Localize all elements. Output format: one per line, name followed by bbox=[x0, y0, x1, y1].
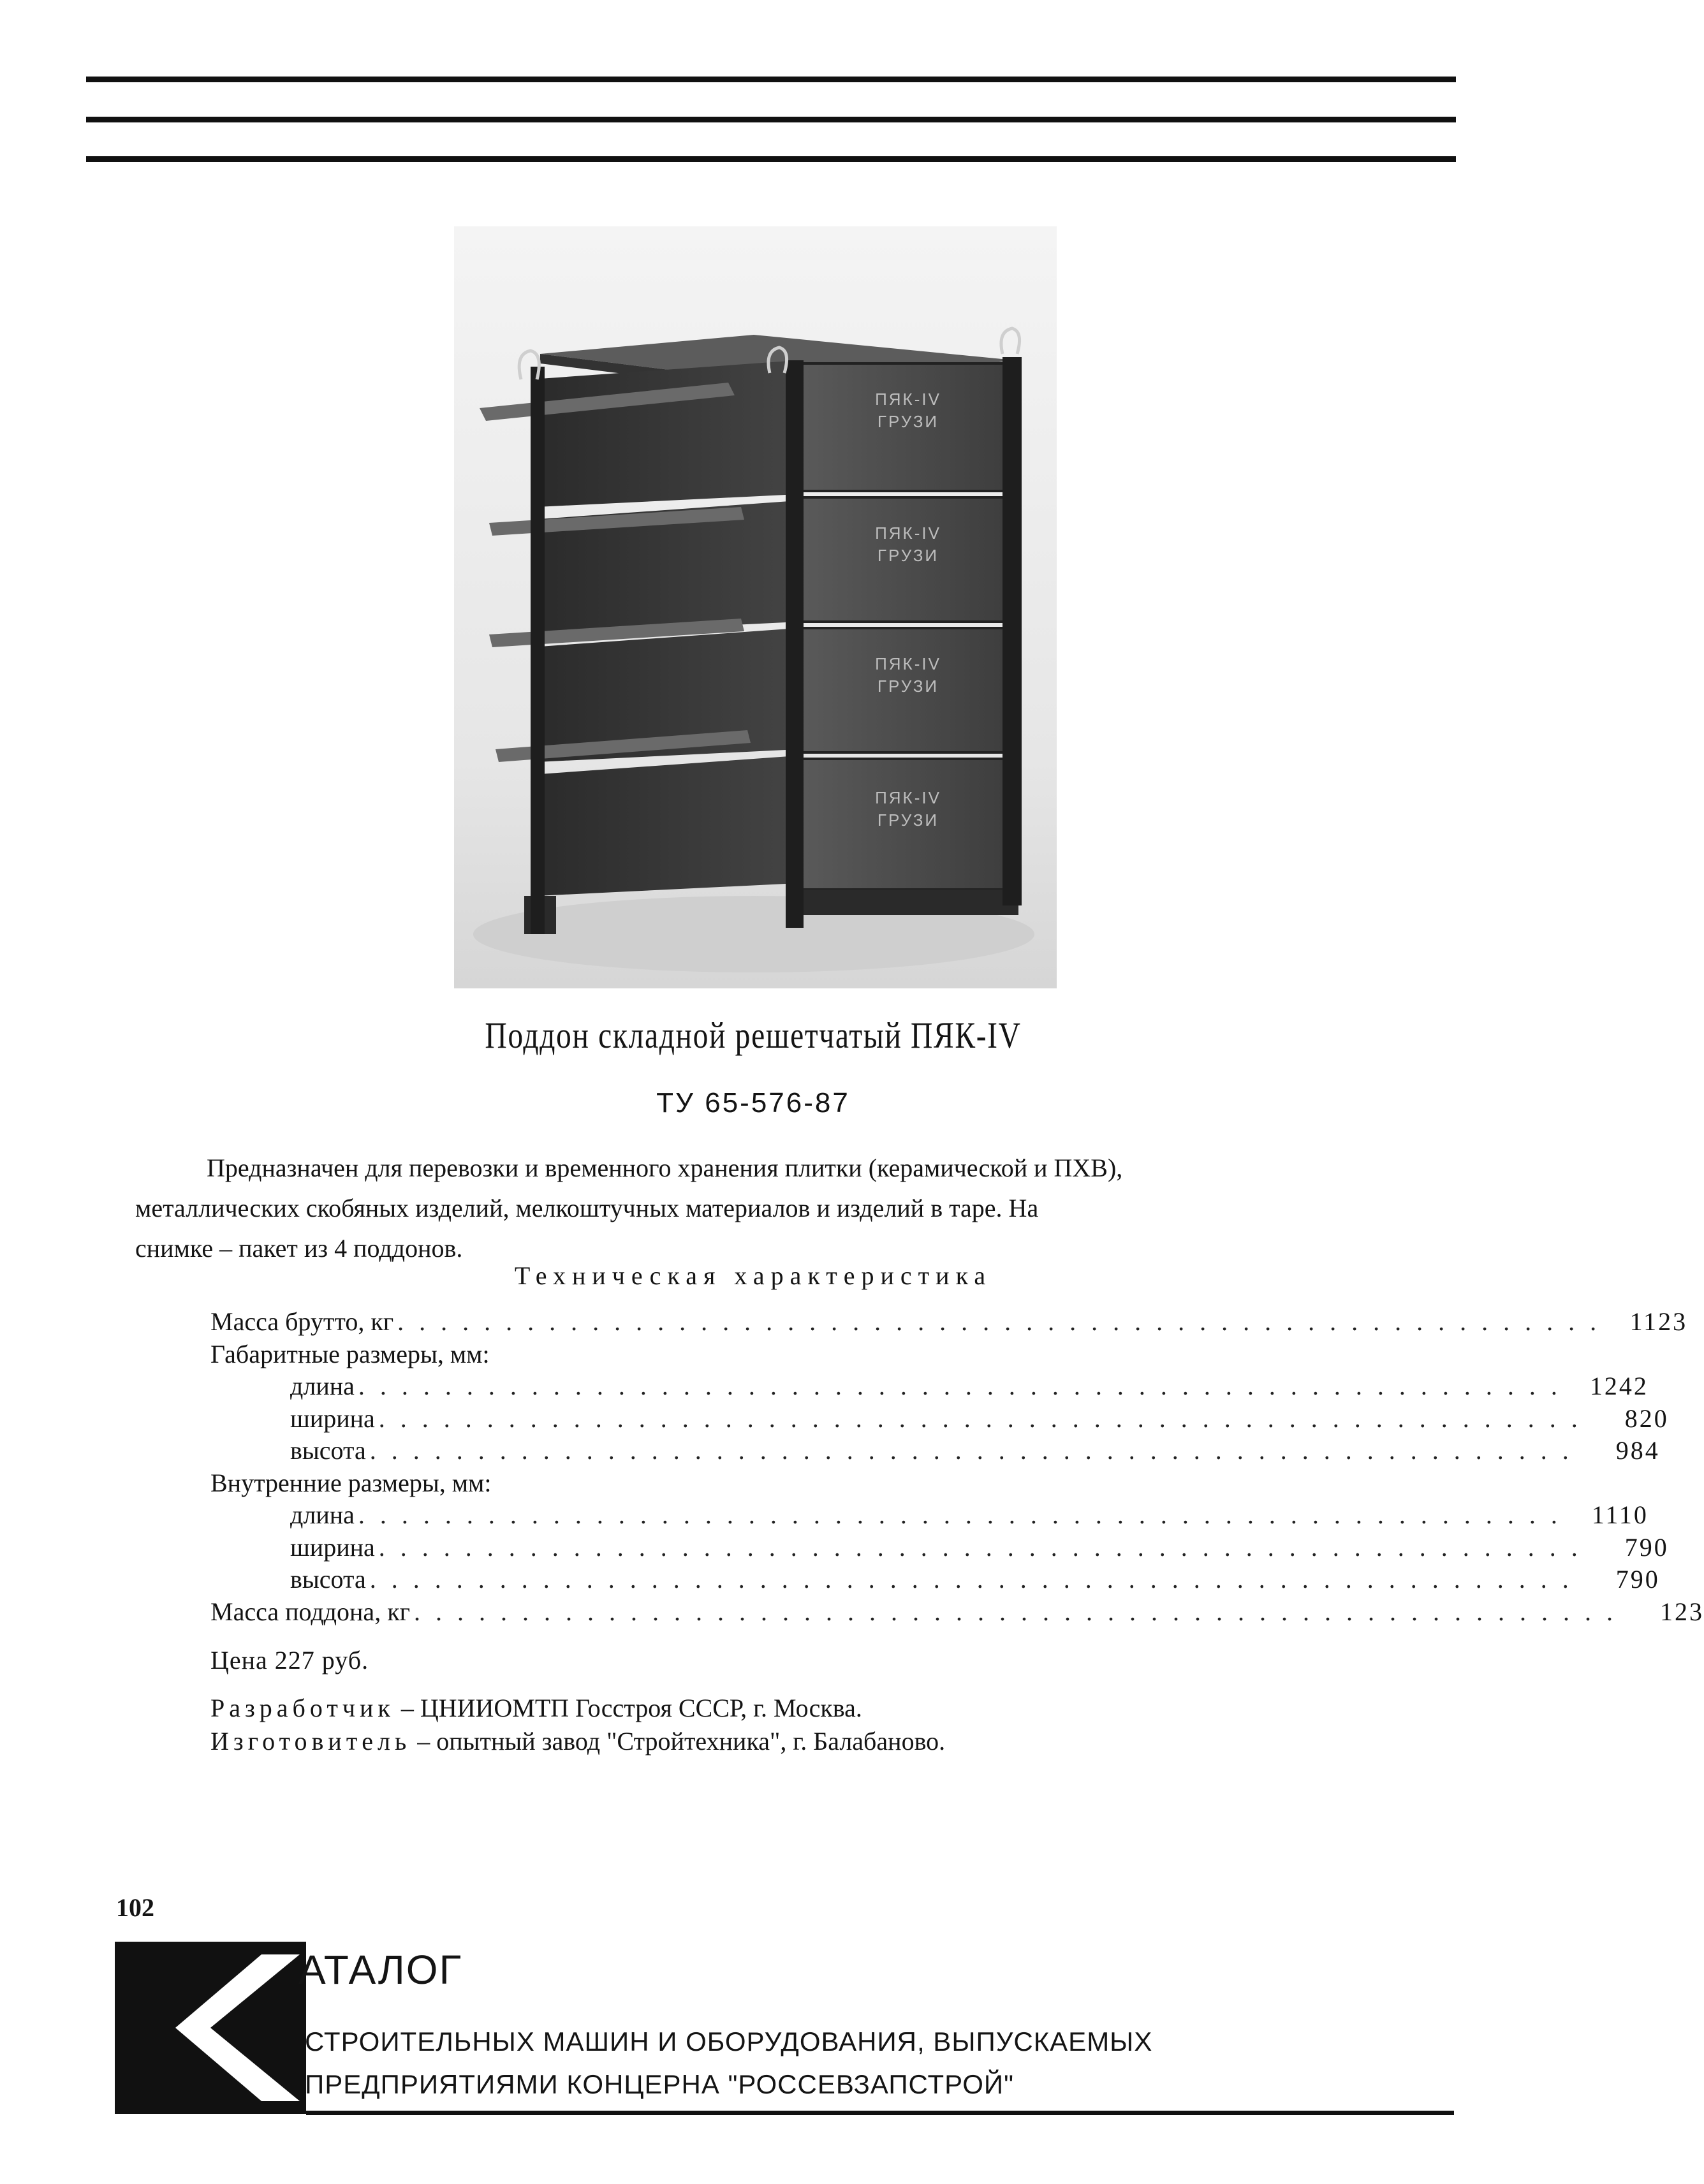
developer-role: Разработчик bbox=[210, 1694, 395, 1722]
spec-label: Масса поддона, кг bbox=[210, 1597, 411, 1626]
developer-credit bbox=[210, 1693, 862, 1723]
manufacturer-role: Изготовитель bbox=[210, 1727, 411, 1755]
spec-group-label: Габаритные размеры, мм: bbox=[210, 1339, 490, 1368]
catalog-subtitle-line-1: СТРОИТЕЛЬНЫХ МАШИН И ОБОРУДОВАНИЯ, ВЫПУСКАЕМЫХ bbox=[305, 2026, 1153, 2056]
spec-row-pallet-mass bbox=[210, 1596, 1704, 1629]
manufacturer-credit bbox=[210, 1726, 945, 1756]
spec-label: ширина bbox=[290, 1403, 375, 1433]
catalog-k-logo bbox=[115, 1942, 306, 2114]
spec-value: 1123 bbox=[1629, 1307, 1688, 1336]
spec-value: 1110 bbox=[1591, 1500, 1649, 1529]
photo-marking-3b: ГРУЗИ bbox=[877, 677, 939, 696]
spec-value: 820 bbox=[1624, 1403, 1669, 1433]
photo-marking-3a: ПЯК-IV bbox=[875, 654, 941, 673]
page-number: 102 bbox=[116, 1893, 154, 1922]
catalog-subtitle-line-2: ПРЕДПРИЯТИЯМИ КОНЦЕРНА "РОССЕВЗАПСТРОЙ" bbox=[305, 2069, 1015, 2099]
spec-row-overall-height bbox=[210, 1435, 1660, 1467]
manufacturer-text: – опытный завод "Стройтехника", г. Балабаново. bbox=[411, 1727, 946, 1755]
header-rule-top bbox=[86, 77, 1456, 82]
spec-group-label: Внутренние размеры, мм: bbox=[210, 1468, 492, 1497]
leader-dots: . . . . . . . . . . . . . . . . . . . . . . . . . . . . . . . . . . . . . . . . . . . . . . . . . . . . . . . . bbox=[378, 1532, 1582, 1562]
developer-text: – ЦНИИОМТП Госстроя СССР, г. Москва. bbox=[394, 1694, 862, 1722]
spec-row-overall-length bbox=[210, 1370, 1649, 1403]
leader-dots: . . . . . . . . . . . . . . . . . . . . . . . . . . . . . . . . . . . . . . . . . . . . . . . . . . . . . . . . bbox=[369, 1565, 1573, 1594]
spec-label: ширина bbox=[290, 1532, 375, 1562]
product-title: Поддон складной решетчатый ПЯК-IV bbox=[485, 1015, 1022, 1056]
pallet-stack-photo bbox=[454, 226, 1057, 988]
photo-marking-1b: ГРУЗИ bbox=[877, 412, 939, 431]
description-line-3: снимке – пакет из 4 поддонов. bbox=[135, 1234, 463, 1263]
photo-marking-2a: ПЯК-IV bbox=[875, 524, 941, 543]
leader-dots: . . . . . . . . . . . . . . . . . . . . . . . . . . . . . . . . . . . . . . . . . . . . . . . . . . . . . . . . bbox=[397, 1307, 1601, 1336]
catalog-title: АТАЛОГ bbox=[298, 1947, 463, 1993]
leader-dots: . . . . . . . . . . . . . . . . . . . . . . . . . . . . . . . . . . . . . . . . . . . . . . . . . . . . . . . . bbox=[369, 1436, 1573, 1465]
spec-row-inner-height bbox=[210, 1564, 1660, 1596]
spec-value: 123 bbox=[1660, 1597, 1704, 1626]
leader-dots: . . . . . . . . . . . . . . . . . . . . . . . . . . . . . . . . . . . . . . . . . . . . . . . . . . . . . . . . bbox=[414, 1597, 1618, 1626]
spec-standard: ТУ 65-576-87 bbox=[656, 1087, 850, 1118]
spec-row-overall-width bbox=[210, 1403, 1669, 1435]
photo-marking-4a: ПЯК-IV bbox=[875, 788, 941, 807]
spec-group-overall bbox=[210, 1338, 1186, 1371]
leader-dots: . . . . . . . . . . . . . . . . . . . . . . . . . . . . . . . . . . . . . . . . . . . . . . . . . . . . . . . . bbox=[358, 1372, 1562, 1400]
spec-row-inner-width bbox=[210, 1532, 1669, 1564]
photo-marking-4b: ГРУЗИ bbox=[877, 810, 939, 830]
spec-heading: Техническая характеристика bbox=[514, 1261, 992, 1290]
spec-value: 790 bbox=[1615, 1565, 1660, 1594]
header-rule-bottom bbox=[86, 156, 1456, 162]
spec-row-gross-mass bbox=[210, 1306, 1688, 1338]
product-description bbox=[135, 1148, 1385, 1268]
spec-label: длина bbox=[290, 1500, 355, 1529]
leader-dots: . . . . . . . . . . . . . . . . . . . . . . . . . . . . . . . . . . . . . . . . . . . . . . . . . . . . . . . . bbox=[378, 1403, 1582, 1433]
spec-value: 1242 bbox=[1589, 1372, 1649, 1400]
footer-rule bbox=[306, 2111, 1454, 2115]
spec-label: длина bbox=[290, 1372, 355, 1400]
description-line-2: металлических скобяных изделий, мелкоштучных материалов и изделий в таре. На bbox=[135, 1194, 1039, 1222]
price: Цена 227 руб. bbox=[210, 1646, 369, 1675]
spec-value: 790 bbox=[1624, 1532, 1669, 1562]
spec-row-inner-length bbox=[210, 1499, 1649, 1532]
spec-table bbox=[210, 1306, 1704, 1628]
spec-label: Масса брутто, кг bbox=[210, 1307, 394, 1336]
leader-dots: . . . . . . . . . . . . . . . . . . . . . . . . . . . . . . . . . . . . . . . . . . . . . . . . . . . . . . . . bbox=[358, 1500, 1562, 1529]
description-line-1: Предназначен для перевозки и временного хранения плитки (керамической и ПХВ), bbox=[207, 1154, 1123, 1182]
spec-label: высота bbox=[290, 1436, 366, 1465]
spec-value: 984 bbox=[1615, 1436, 1660, 1465]
spec-label: высота bbox=[290, 1565, 366, 1594]
photo-marking-2b: ГРУЗИ bbox=[877, 546, 939, 565]
spec-group-inner bbox=[210, 1467, 1186, 1500]
photo-marking-1a: ПЯК-IV bbox=[875, 390, 941, 409]
header-rule-middle bbox=[86, 117, 1456, 122]
